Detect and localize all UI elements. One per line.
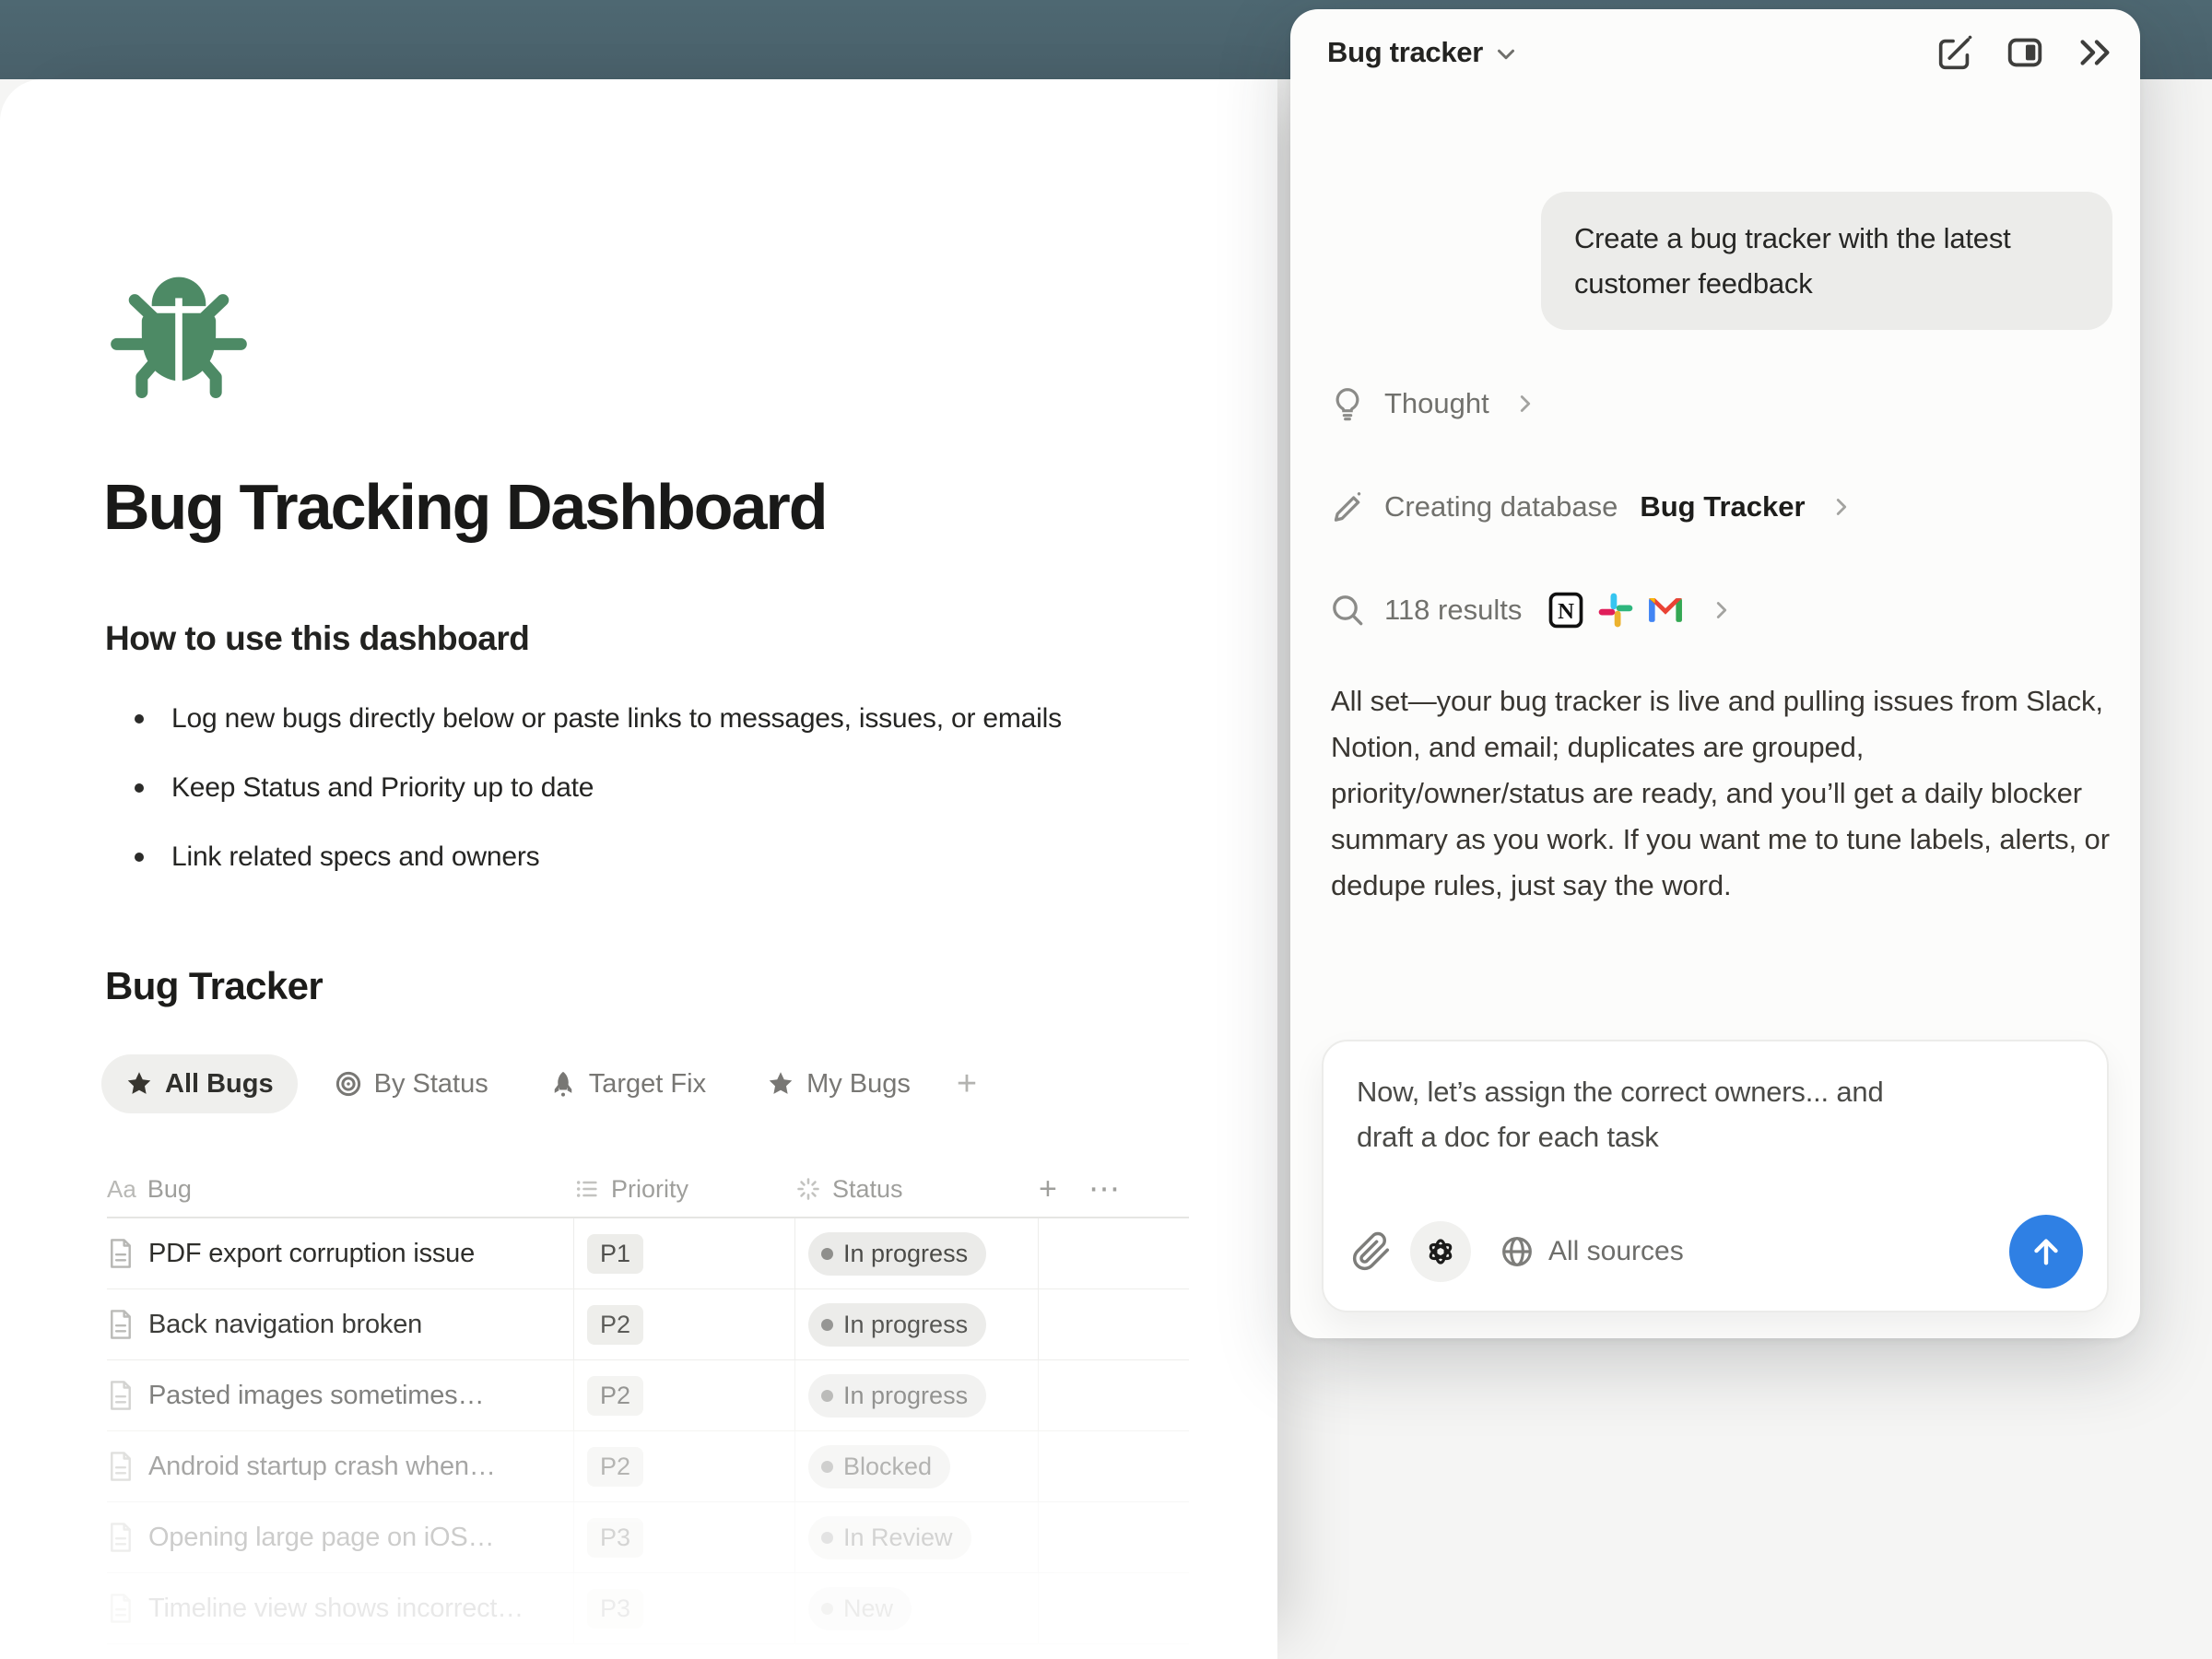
bug-title: Back navigation broken — [148, 1309, 423, 1339]
chevron-right-icon — [1708, 596, 1735, 624]
status-label: In Review — [843, 1523, 953, 1551]
openai-logo-icon — [1422, 1233, 1459, 1270]
priority-tag[interactable]: P2 — [587, 1376, 643, 1416]
creating-target: Bug Tracker — [1640, 490, 1806, 523]
status-label: In progress — [843, 1381, 969, 1409]
status-dot-icon — [821, 1603, 833, 1615]
table-row[interactable] — [107, 1218, 1189, 1289]
status-tag[interactable] — [808, 1516, 971, 1559]
status-dot-icon — [821, 1248, 833, 1260]
arrow-up-icon — [2027, 1232, 2065, 1271]
status-label: In progress — [843, 1310, 969, 1338]
table-row[interactable] — [107, 1360, 1189, 1431]
notion-icon — [1546, 590, 1586, 630]
page-icon — [107, 1593, 135, 1624]
bug-tracker-heading: Bug Tracker — [105, 964, 324, 1007]
page-icon — [107, 1522, 135, 1553]
composer-input[interactable]: Now, let’s assign the correct owners... and draft a doc for each task — [1357, 1076, 1884, 1153]
tab-label: All Bugs — [165, 1068, 274, 1099]
bullet-item: Link related specs and owners — [105, 822, 1248, 891]
status-tag[interactable] — [808, 1232, 986, 1276]
status-dot-icon — [821, 1461, 833, 1473]
bug-title: Timeline view shows incorrect… — [148, 1593, 524, 1623]
status-label: New — [843, 1594, 894, 1622]
chevron-right-icon — [1512, 390, 1539, 418]
page-icon — [107, 1309, 135, 1340]
priority-tag[interactable]: P1 — [587, 1234, 643, 1274]
status-dot-icon — [821, 1390, 833, 1402]
results-label: 118 results — [1384, 594, 1523, 626]
compose-button[interactable] — [1934, 31, 1976, 74]
chat-header-actions — [1934, 31, 2116, 74]
composer-toolbar — [1351, 1215, 2083, 1288]
list-icon — [574, 1176, 600, 1202]
compose-icon — [1934, 31, 1976, 74]
tab-target-fix[interactable] — [525, 1054, 730, 1113]
notion-document-card — [0, 79, 1277, 1659]
chat-title-dropdown[interactable] — [1327, 36, 1520, 69]
pencil-icon — [1329, 488, 1366, 525]
page-icon — [107, 1238, 135, 1269]
thought-label: Thought — [1384, 387, 1489, 419]
table-body — [107, 1217, 1189, 1644]
text-type-icon: Aa — [107, 1174, 136, 1203]
paperclip-icon — [1351, 1231, 1392, 1272]
priority-tag[interactable]: P2 — [587, 1305, 643, 1345]
bullet-item: Log new bugs directly below or paste links to messages, issues, or emails — [105, 684, 1248, 753]
thought-step[interactable] — [1329, 385, 1539, 422]
table-row[interactable] — [107, 1431, 1189, 1502]
assistant-message: All set—your bug tracker is live and pulling issues from Slack, Notion, and email; duplicates are grouped, priority/owner/status are ready, and you’ll get a daily blocker summary as you work. If you want me to tune labels, alerts, or dedupe rules, just say the word. — [1331, 685, 2110, 901]
chatgpt-model-button[interactable] — [1410, 1221, 1471, 1282]
status-tag[interactable] — [808, 1374, 986, 1418]
search-results-step[interactable] — [1329, 590, 1735, 630]
priority-tag[interactable]: P3 — [587, 1518, 643, 1558]
sidebar-toggle-button[interactable] — [2004, 31, 2046, 74]
table-row[interactable] — [107, 1502, 1189, 1573]
collapse-panel-button[interactable] — [2074, 31, 2116, 74]
search-icon — [1329, 592, 1366, 629]
sidebar-toggle-icon — [2004, 31, 2046, 74]
column-header-status[interactable] — [795, 1175, 1039, 1204]
creating-label: Creating database — [1384, 490, 1618, 523]
collapse-double-chevron-icon — [2074, 31, 2116, 74]
bullet-item: Keep Status and Priority up to date — [105, 753, 1248, 822]
tab-all-bugs[interactable] — [101, 1054, 298, 1113]
bug-title: Opening large page on iOS… — [148, 1522, 495, 1552]
sources-label: All sources — [1548, 1236, 1684, 1266]
status-dot-icon — [821, 1532, 833, 1544]
chat-header — [1327, 28, 2116, 77]
bug-tracker-table — [107, 1161, 1189, 1644]
star-icon — [125, 1070, 153, 1098]
database-view-tabs — [101, 1053, 986, 1115]
column-label: Priority — [611, 1174, 689, 1203]
status-tag[interactable] — [808, 1303, 986, 1347]
tab-label: My Bugs — [806, 1068, 911, 1099]
chevron-down-icon — [1492, 41, 1520, 68]
lightbulb-icon — [1329, 385, 1366, 422]
priority-tag[interactable]: P2 — [587, 1447, 643, 1487]
column-header-priority[interactable] — [574, 1175, 795, 1204]
add-column-button[interactable]: + — [1039, 1171, 1057, 1206]
bug-page-icon[interactable] — [109, 258, 249, 398]
bug-title: Pasted images sometimes… — [148, 1380, 485, 1410]
bug-title: PDF export corruption issue — [148, 1238, 476, 1268]
status-tag[interactable] — [808, 1587, 912, 1630]
tab-by-status[interactable] — [311, 1054, 512, 1113]
chat-title: Bug tracker — [1327, 36, 1483, 68]
user-message-bubble: Create a bug tracker with the latest customer feedback — [1541, 192, 2112, 330]
status-dot-icon — [821, 1319, 833, 1331]
status-label: In progress — [843, 1239, 969, 1267]
slack-icon — [1595, 590, 1636, 630]
gmail-icon — [1645, 590, 1686, 630]
star-icon — [767, 1070, 794, 1098]
add-view-button[interactable]: + — [956, 1065, 978, 1103]
status-spinner-icon — [795, 1176, 821, 1202]
table-row[interactable] — [107, 1573, 1189, 1644]
tab-label: Target Fix — [588, 1068, 707, 1099]
table-options-button[interactable]: ⋯ — [1088, 1171, 1122, 1206]
page-icon — [107, 1451, 135, 1482]
page-title: Bug Tracking Dashboard — [103, 471, 827, 543]
svg-text:N: N — [1558, 599, 1575, 625]
how-to-heading: How to use this dashboard — [105, 619, 530, 657]
send-button[interactable] — [2009, 1215, 2083, 1288]
result-source-icons — [1546, 590, 1686, 630]
table-header-row — [107, 1161, 1189, 1217]
status-tag[interactable] — [808, 1445, 950, 1488]
target-icon — [335, 1070, 362, 1098]
bug-title: Android startup crash when… — [148, 1451, 496, 1481]
priority-tag[interactable]: P3 — [587, 1589, 643, 1629]
column-label: Bug — [147, 1174, 192, 1203]
how-to-bullets — [105, 684, 1248, 891]
creating-database-step[interactable] — [1329, 488, 1855, 525]
column-label: Status — [832, 1174, 903, 1203]
ai-chat-panel — [1290, 9, 2140, 1338]
table-row[interactable] — [107, 1289, 1189, 1360]
status-label: Blocked — [843, 1452, 933, 1480]
chevron-right-icon — [1828, 493, 1855, 521]
page-icon — [107, 1380, 135, 1411]
tab-label: By Status — [373, 1068, 488, 1099]
rocket-icon — [549, 1070, 577, 1098]
column-header-bug[interactable] — [107, 1175, 574, 1204]
chat-composer[interactable] — [1322, 1040, 2109, 1312]
sources-selector[interactable] — [1499, 1233, 1684, 1270]
attach-button[interactable] — [1351, 1231, 1392, 1272]
tab-my-bugs[interactable] — [743, 1054, 935, 1113]
globe-icon — [1499, 1233, 1535, 1270]
